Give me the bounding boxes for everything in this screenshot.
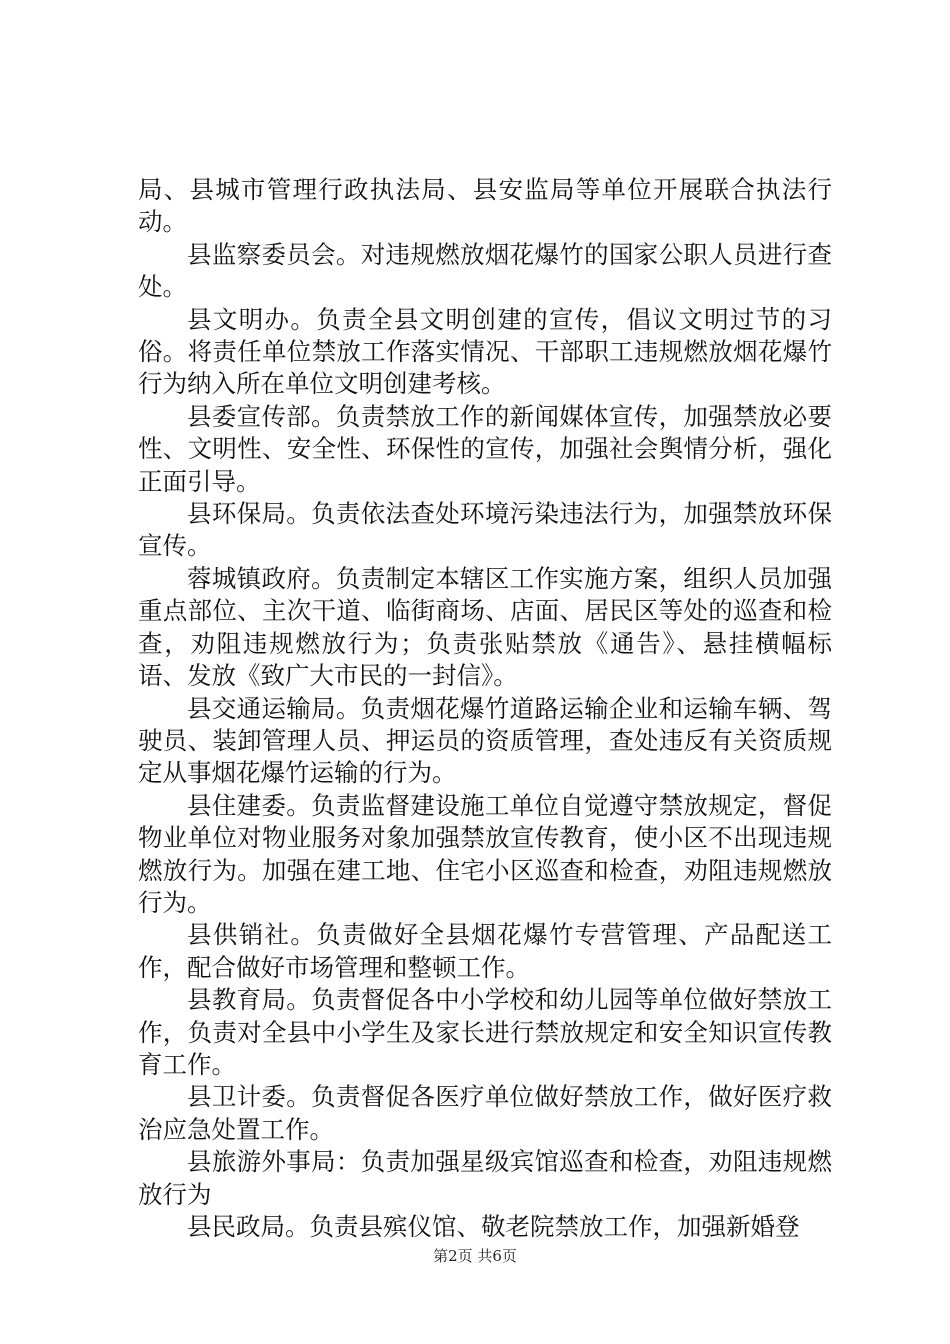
paragraph-supply-cooperative: 县供销社。负责做好全县烟花爆竹专营管理、产品配送工作，配合做好市场管理和整顿工作。	[138, 920, 832, 982]
paragraph-supervision-committee: 县监察委员会。对违规燃放烟花爆竹的国家公职人员进行查处。	[138, 239, 832, 302]
paragraph-tourism-bureau: 县旅游外事局：负责加强星级宾馆巡查和检查，劝阻违规燃放行为	[138, 1147, 832, 1209]
paragraph-housing-committee: 县住建委。负责监督建设施工单位自觉遵守禁放规定，督促物业单位对物业服务对象加强禁放宣传教育，使小区不出现违规燃放行为。加强在建工地、住宅小区巡查和检查，劝阻违规燃放行为。	[138, 790, 832, 917]
paragraph-transport-bureau: 县交通运输局。负责烟花爆竹道路运输企业和运输车辆、驾驶员、装卸管理人员、押运员的资质管理，查处违反有关资质规定从事烟花爆竹运输的行为。	[138, 693, 832, 788]
paragraph-civil-affairs-bureau: 县民政局。负责县殡仪馆、敬老院禁放工作，加强新婚登	[187, 1212, 800, 1241]
page-number-footer: 第2页 共6页	[433, 1247, 517, 1265]
paragraph-education-bureau: 县教育局。负责督促各中小学校和幼儿园等单位做好禁放工作，负责对全县中小学生及家长进行禁放规定和安全知识宣传教育工作。	[138, 985, 832, 1079]
document-body	[138, 174, 832, 1243]
paragraph-rongcheng-town: 蓉城镇政府。负责制定本辖区工作实施方案，组织人员加强重点部位、主次干道、临街商场、店面、居民区等处的巡查和检查，劝阻违规燃放行为；负责张贴禁放《通告》、悬挂横幅标语、发放《致广大市民的一封信》。	[138, 563, 832, 691]
paragraph-environment-bureau: 县环保局。负责依法查处环境污染违法行为，加强禁放环保宣传。	[138, 499, 832, 561]
paragraph-civilization-office: 县文明办。负责全县文明创建的宣传，倡议文明过节的习俗。将责任单位禁放工作落实情况、干部职工违规燃放烟花爆竹行为纳入所在单位文明创建考核。	[138, 304, 832, 399]
paragraph-continuation: 局、县城市管理行政执法局、县安监局等单位开展联合执法行动。	[138, 175, 832, 237]
paragraph-publicity-department: 县委宣传部。负责禁放工作的新闻媒体宣传，加强禁放必要性、文明性、安全性、环保性的宣传，加强社会舆情分析，强化正面引导。	[138, 401, 832, 496]
paragraph-health-committee: 县卫计委。负责督促各医疗单位做好禁放工作，做好医疗救治应急处置工作。	[138, 1082, 832, 1144]
